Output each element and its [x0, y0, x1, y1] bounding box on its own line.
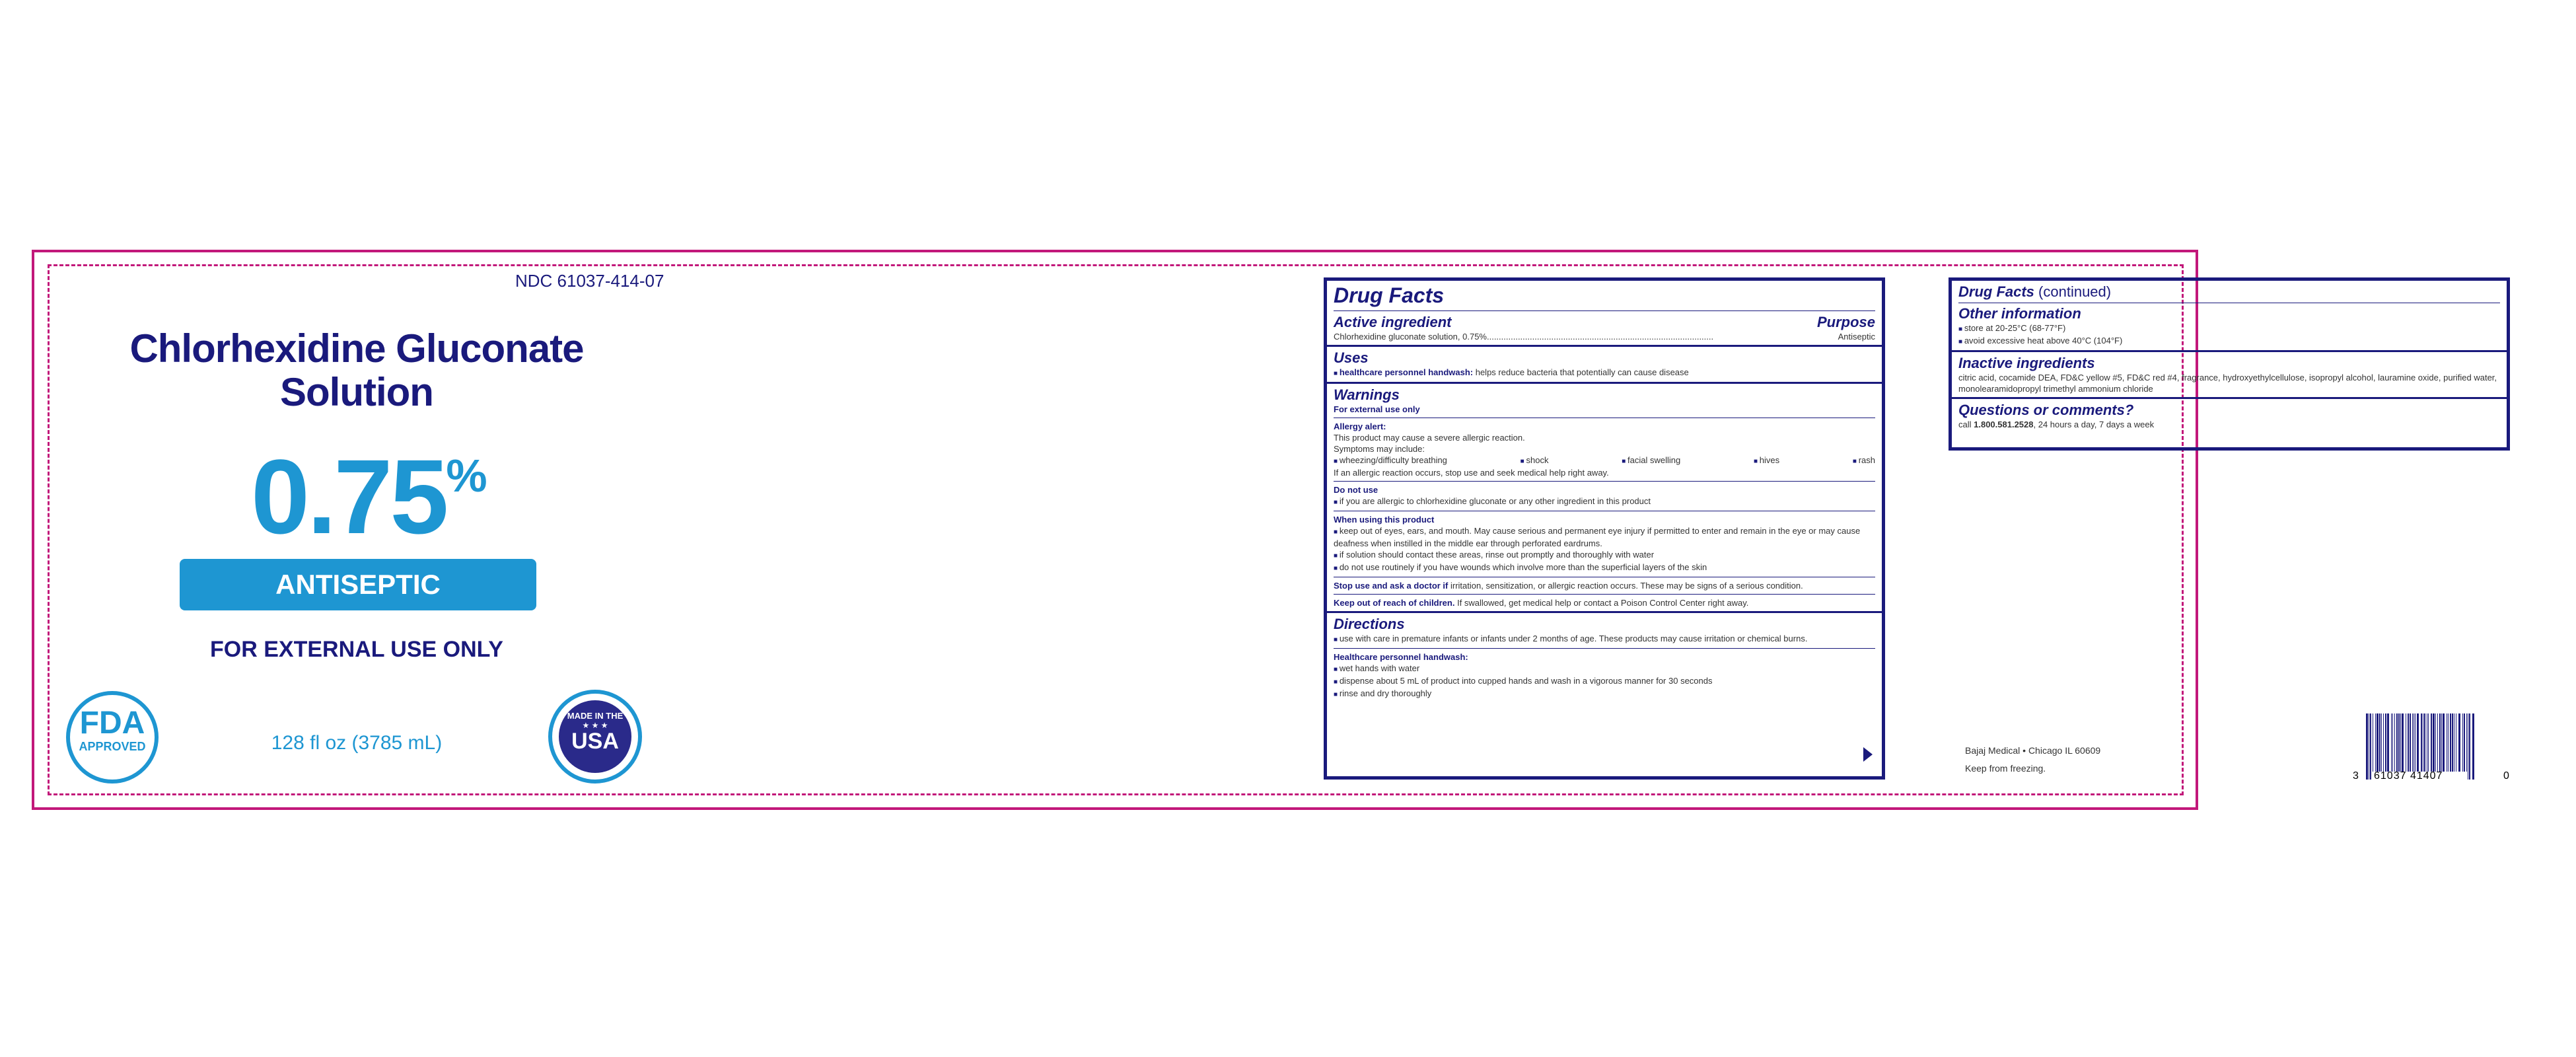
active-ingredient-text: Chlorhexidine gluconate solution, 0.75%...............................................................................................: [1334, 332, 1714, 342]
product-title: [86, 327, 627, 414]
barcode-digit-right: 0: [2503, 770, 2509, 782]
active-ingredient-heading: Active ingredient: [1334, 314, 1452, 330]
directions-item: ■ use with care in premature infants or infants under 2 months of age. These products may cause irritation or chemical burns.: [1334, 633, 1875, 645]
title-line-2: Solution: [280, 370, 433, 414]
inactive-text: citric acid, cocamide DEA, FD&C yellow #5, FD&C red #4, fragrance, hydroxyethylcellulose, isopropyl alcohol, lauramine oxide, purified water, monolearamidopropyl trimethyl ammonium chloride: [1958, 373, 2497, 394]
continued-header: [1952, 281, 2507, 352]
when-using-heading: When using this product: [1334, 515, 1435, 525]
other-info-item: ■ avoid excessive heat above 40°C (104°F): [1958, 335, 2500, 347]
concentration: [251, 436, 487, 558]
allergy-line-3: If an allergic reaction occurs, stop use and seek medical help right away.: [1334, 468, 1609, 478]
antiseptic-banner: ANTISEPTIC: [180, 559, 536, 610]
purpose-text: Antiseptic: [1838, 332, 1875, 342]
warnings-section: [1327, 384, 1882, 613]
volume-text: 128 fl oz (3785 mL): [271, 732, 443, 754]
usa-badge-inner: [559, 700, 631, 773]
handwash-heading: Healthcare personnel handwash:: [1334, 652, 1468, 662]
purpose-heading: Purpose: [1816, 314, 1875, 330]
drug-facts-panel: [1324, 277, 1885, 780]
warnings-heading: Warnings: [1334, 386, 1400, 403]
made-in-usa-badge: [548, 690, 642, 784]
fda-approved-badge: [66, 691, 159, 784]
questions-section: [1952, 399, 2507, 433]
ndc-number: NDC 61037-414-07: [515, 271, 664, 291]
continued-title: Drug Facts (continued): [1958, 283, 2112, 300]
warnings-subheading: For external use only: [1334, 404, 1420, 414]
percent-sign: %: [446, 450, 487, 501]
drug-facts-title: Drug Facts: [1334, 283, 1445, 307]
allergy-line-1: This product may cause a severe allergic reaction.: [1334, 433, 1525, 443]
symptom-item: ■ facial swelling: [1622, 455, 1680, 467]
uses-section: [1327, 347, 1882, 384]
stop-use-text: Stop use and ask a doctor if irritation, sensitization, or allergic reaction occurs. These may be signs of a serious condition.: [1334, 581, 1803, 591]
do-not-use-heading: Do not use: [1334, 485, 1378, 495]
symptom-item: ■ hives: [1754, 455, 1779, 467]
fda-badge-text: FDA: [79, 706, 145, 741]
handwash-item: ■ dispense about 5 mL of product into cupped hands and wash in a vigorous manner for 30 seconds: [1334, 675, 1875, 688]
when-using-item: ■ keep out of eyes, ears, and mouth. May cause serious and permanent eye injury if permitted to enter and remain in the eye or may cause deafness when instilled in the middle ear through perforated eardrums.: [1334, 525, 1875, 549]
symptoms-list: [1334, 455, 1875, 467]
when-using-item: ■ if solution should contact these areas, rinse out promptly and thoroughly with water: [1334, 549, 1875, 562]
inactive-section: [1952, 352, 2507, 399]
symptom-item: ■ rash: [1853, 455, 1875, 467]
external-use-notice: FOR EXTERNAL USE ONLY: [210, 637, 503, 662]
directions-heading: Directions: [1334, 616, 1405, 632]
title-line-1: Chlorhexidine Gluconate: [129, 326, 584, 371]
usa-badge-made: MADE IN THE: [567, 711, 624, 721]
company-address: Bajaj Medical • Chicago IL 60609: [1965, 745, 2101, 756]
allergy-heading: Allergy alert:: [1334, 421, 1386, 431]
symptom-item: ■ wheezing/difficulty breathing: [1334, 455, 1447, 467]
storage-note: Keep from freezing.: [1965, 763, 2046, 774]
keep-out-text: Keep out of reach of children. If swallowed, get medical help or contact a Poison Control Center right away.: [1334, 598, 1749, 608]
drug-facts-continued-panel: [1949, 277, 2510, 451]
handwash-item: ■ wet hands with water: [1334, 663, 1875, 675]
questions-text: call 1.800.581.2528, 24 hours a day, 7 days a week: [1958, 419, 2155, 429]
barcode-digits: 61037 41407: [2374, 770, 2443, 782]
barcode-icon: [2365, 713, 2497, 780]
inactive-heading: Inactive ingredients: [1958, 355, 2095, 371]
uses-heading: Uses: [1334, 349, 1369, 366]
symptom-item: ■ shock: [1521, 455, 1549, 467]
when-using-item: ■ do not use routinely if you have wounds which involve more than the superficial layers of the skin: [1334, 562, 1875, 574]
other-info-item: ■ store at 20-25°C (68-77°F): [1958, 322, 2500, 335]
fda-badge-subtext: APPROVED: [79, 740, 146, 753]
questions-heading: Questions or comments?: [1958, 402, 2134, 418]
drug-facts-header: [1327, 281, 1882, 347]
concentration-number: 0.75: [251, 437, 447, 556]
other-info-heading: Other information: [1958, 305, 2081, 322]
allergy-line-2: Symptoms may include:: [1334, 444, 1425, 454]
directions-section: [1327, 613, 1882, 703]
do-not-use-item: ■ if you are allergic to chlorhexidine gluconate or any other ingredient in this product: [1334, 495, 1875, 508]
usa-badge-text: USA: [571, 729, 619, 754]
barcode-digit-left: 3: [2353, 770, 2359, 782]
continue-arrow-icon: [1863, 747, 1873, 762]
stars-icon: ★ ★ ★: [582, 721, 608, 730]
uses-item: ■ healthcare personnel handwash: helps reduce bacteria that potentially can cause disease: [1334, 367, 1875, 379]
handwash-item: ■ rinse and dry thoroughly: [1334, 688, 1875, 700]
